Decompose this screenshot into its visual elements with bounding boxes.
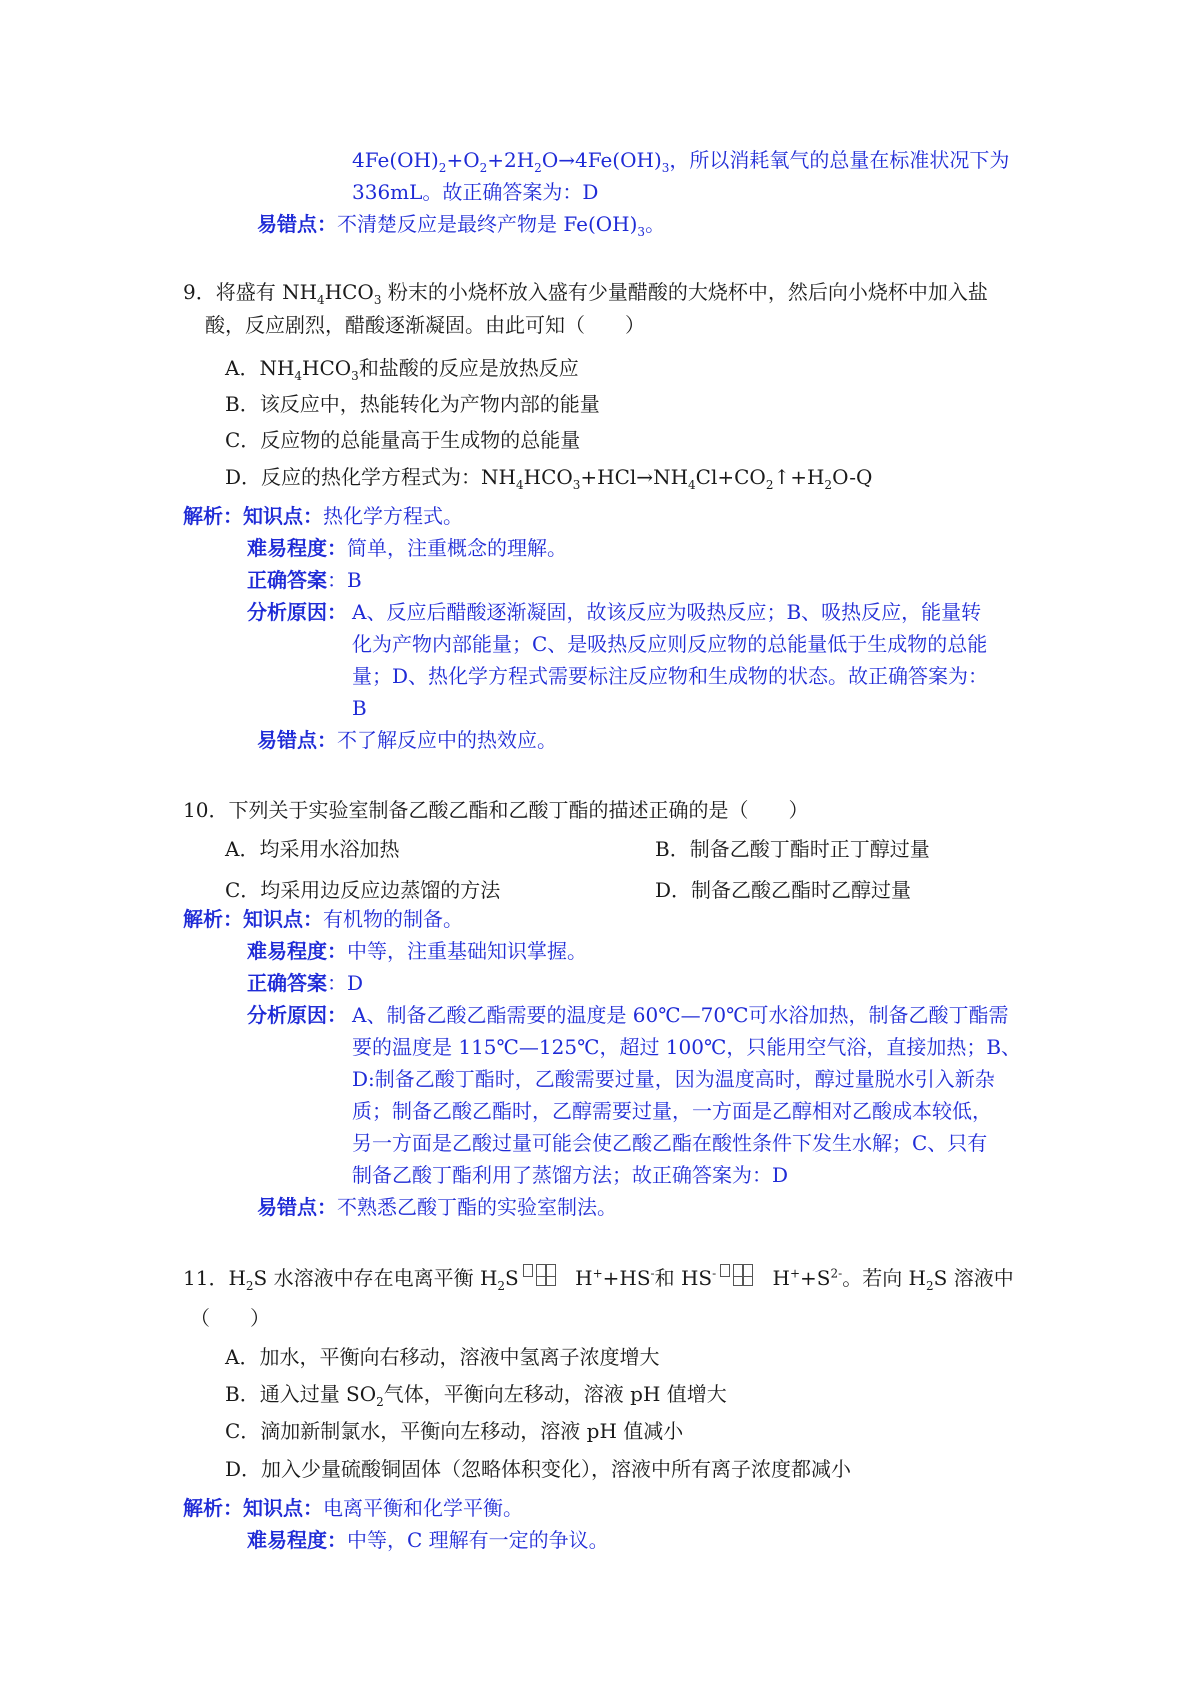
q9-reason-label: 分析原因：	[247, 600, 347, 624]
q9-option-b: B．该反应中，热能转化为产物内部的能量	[225, 392, 600, 416]
q11-stem-line2: （ ）	[190, 1306, 270, 1330]
q10-reason-line: 制备乙酸丁酯利用了蒸馏方法；故正确答案为：D	[352, 1163, 789, 1187]
q9-reason-line: A、反应后醋酸逐渐凝固，故该反应为吸热反应；B、吸热反应，能量转	[352, 600, 982, 624]
q10-mistake: 易错点：不熟悉乙酸丁酯的实验室制法。	[257, 1195, 617, 1219]
q10-option-a: A．均采用水浴加热	[225, 837, 400, 861]
q10-difficulty: 难易程度：中等，注重基础知识掌握。	[247, 939, 587, 963]
q11-option-b: B．通入过量 $SO_2$气体，平衡向左移动，溶液 pH 值增大	[225, 1382, 727, 1409]
q11-option-d: D．加入少量硫酸铜固体（忽略体积变化），溶液中所有离子浓度都减小	[225, 1457, 852, 1481]
q9-stem-line2: 酸，反应剧烈，醋酸逐渐凝固。由此可知（ ）	[205, 313, 645, 337]
q9-knowledge-point: 解析：知识点：热化学方程式。	[183, 504, 463, 528]
equilibrium-arrow-icon	[523, 1270, 565, 1290]
q10-reason-line: D:制备乙酸丁酯时，乙酸需要过量，因为温度高时，醇过量脱水引入新杂	[352, 1067, 995, 1091]
q10-option-d: D．制备乙酸乙酯时乙醇过量	[655, 878, 912, 902]
q9-stem-line1: 9．将盛有 $NH_4HCO_3$ 粉末的小烧杯放入盛有少量醋酸的大烧杯中，然后向小烧杯中加入盐	[183, 280, 988, 307]
q9-reason-line: 量；D、热化学方程式需要标注反应物和生成物的状态。故正确答案为：	[352, 664, 989, 688]
q10-knowledge-point: 解析：知识点：有机物的制备。	[183, 907, 463, 931]
q10-reason-line: A、制备乙酸乙酯需要的温度是 60℃—70℃可水浴加热，制备乙酸丁酯需	[352, 1003, 1009, 1027]
q9-option-d: D．反应的热化学方程式为：$NH_4HCO_3+HCl\to NH_4Cl+CO_2↑+H_2O-Q$	[225, 465, 873, 492]
q11-option-a: A．加水，平衡向右移动，溶液中氢离子浓度增大	[225, 1345, 660, 1369]
q9-mistake: 易错点：不了解反应中的热效应。	[257, 728, 557, 752]
q9-option-a: A．$NH_4HCO_3$和盐酸的反应是放热反应	[225, 356, 579, 383]
q9-option-c: C．反应物的总能量高于生成物的总能量	[225, 428, 581, 452]
q11-stem-line1: 11．$H_2S$ 水溶液中存在电离平衡 $H_2S$ H++HS-和 HS- $H^++S^{2-}$。若向 $H_2S$ 溶液中	[183, 1264, 1014, 1292]
q8-solution-line1: $4Fe(OH)_2+O_2+2H_2O\to 4Fe(OH)_3$，所以消耗氧气的总量在标准状况下为	[352, 148, 1010, 175]
q10-reason-line: 另一方面是乙酸过量可能会使乙酸乙酯在酸性条件下发生水解；C、只有	[352, 1131, 988, 1155]
q9-reason-line: B	[352, 696, 367, 720]
q11-difficulty: 难易程度：中等，C 理解有一定的争议。	[247, 1528, 609, 1552]
q11-knowledge-point: 解析：知识点：电离平衡和化学平衡。	[183, 1496, 523, 1520]
q9-answer: 正确答案：B	[247, 568, 362, 592]
q10-answer: 正确答案：D	[247, 971, 364, 995]
q10-option-c: C．均采用边反应边蒸馏的方法	[225, 878, 501, 902]
equilibrium-arrow-icon	[720, 1270, 762, 1290]
q8-mistake: 易错点：不清楚反应是最终产物是 $Fe(OH)_3$。	[257, 212, 666, 239]
q10-stem: 10．下列关于实验室制备乙酸乙酯和乙酸丁酯的描述正确的是（ ）	[183, 798, 809, 822]
q8-solution-line2: 336mL。故正确答案为：D	[352, 180, 599, 204]
q10-option-b: B．制备乙酸丁酯时正丁醇过量	[655, 837, 930, 861]
q10-reason-line: 要的温度是 115℃—125℃，超过 100℃，只能用空气浴，直接加热；B、	[352, 1035, 1022, 1059]
mistake-label: 易错点：	[257, 212, 337, 236]
q10-reason-line: 质；制备乙酸乙酯时，乙醇需要过量，一方面是乙醇相对乙酸成本较低，	[352, 1099, 992, 1123]
q11-option-c: C．滴加新制氯水，平衡向左移动，溶液 pH 值减小	[225, 1419, 684, 1443]
q9-difficulty: 难易程度：简单，注重概念的理解。	[247, 536, 567, 560]
q9-reason-line: 化为产物内部能量；C、是吸热反应则反应物的总能量低于生成物的总能	[352, 632, 988, 656]
q10-reason-label: 分析原因：	[247, 1003, 347, 1027]
